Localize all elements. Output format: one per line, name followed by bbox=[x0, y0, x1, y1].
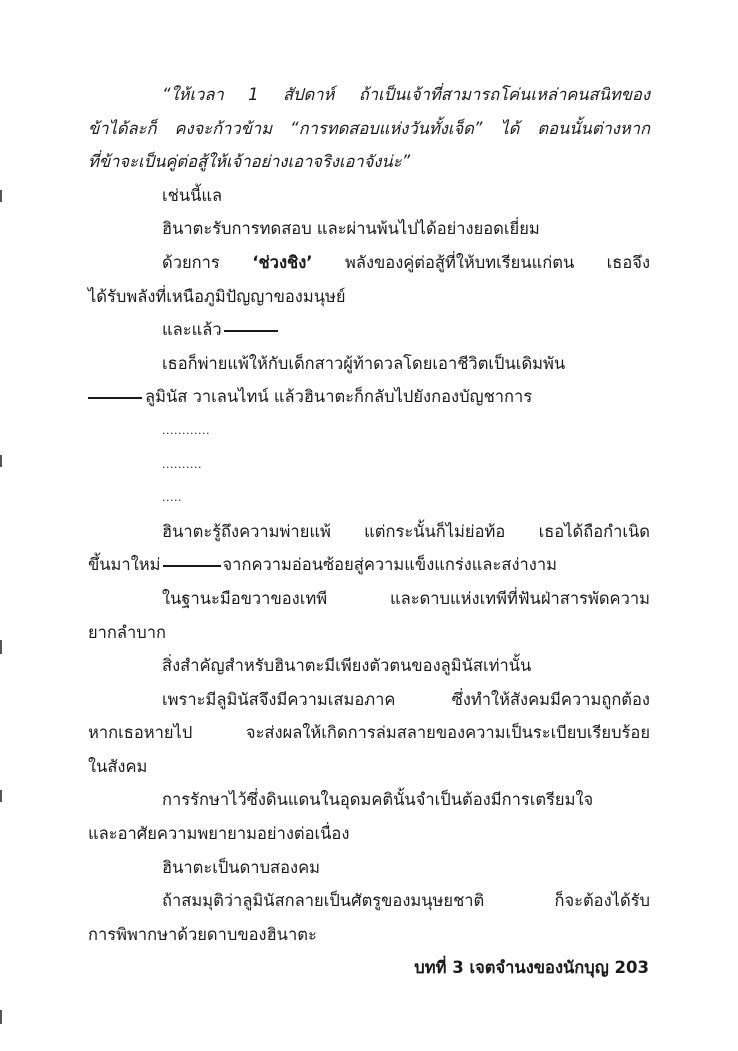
text-run: จากความอ่อนซ้อยสู่ความแข็งแกร่งและสง่างาม bbox=[222, 555, 557, 575]
ellipsis-line: ..... bbox=[162, 491, 182, 505]
em-dash-line bbox=[224, 330, 278, 332]
page-edge-mark bbox=[0, 455, 2, 467]
em-dash-line bbox=[163, 565, 221, 567]
paragraph-line: ฮินาตะเป็นดาบสองคม bbox=[162, 857, 320, 877]
body-text bbox=[88, 78, 650, 951]
text-run: พลังของคู่ต่อสู้ที่ให้บทเรียนแก่ตน เธอจึง bbox=[312, 252, 651, 272]
paragraph-line: ถ้าสมมุติว่าลูมินัสกลายเป็นศัตรูของมนุษยชาติ ก็จะต้องได้รับ bbox=[162, 891, 650, 911]
page-edge-mark bbox=[0, 790, 2, 802]
text-run: และแล้ว bbox=[162, 320, 222, 340]
paragraph-line: เธอก็พ่ายแพ้ให้กับเด็กสาวผู้ท้าดวลโดยเอาชีวิตเป็นเดิมพัน bbox=[162, 353, 566, 373]
ellipsis-line: ............ bbox=[162, 423, 210, 437]
paragraph-line: การรักษาไว้ซึ่งดินแดนในอุดมคตินั้นจำเป็นต้องมีการเตรียมใจ bbox=[162, 790, 594, 810]
paragraph-line: และอาศัยความพยายามอย่างต่อเนื่อง bbox=[88, 824, 350, 844]
paragraph-line bbox=[88, 380, 650, 414]
paragraph-line: เช่นนี้แล bbox=[162, 185, 223, 205]
em-dash-line bbox=[88, 397, 142, 399]
page-edge-mark bbox=[0, 190, 2, 202]
text-run: ลูมินัส วาเลนไทน์ แล้วฮินาตะก็กลับไปยังกองบัญชาการ bbox=[145, 387, 533, 407]
text-run: ด้วยการ bbox=[162, 252, 253, 272]
ellipsis-line: .......... bbox=[162, 457, 202, 471]
paragraph-line: สิ่งสำคัญสำหรับฮินาตะมีเพียงตัวตนของลูมินัสเท่านั้น bbox=[162, 656, 532, 676]
paragraph-line: ที่ข้าจะเป็นคู่ต่อสู้ให้เจ้าอย่างเอาจริงเอาจังน่ะ” bbox=[88, 152, 411, 172]
page-edge-mark bbox=[0, 640, 2, 654]
paragraph-line: ฮินาตะรู้ถึงความพ่ายแพ้ แต่กระนั้นก็ไม่ย่อท้อ เธอได้ถือกำเนิด bbox=[162, 521, 650, 541]
paragraph-line: การพิพากษาด้วยดาบของฮินาตะ bbox=[88, 924, 317, 944]
paragraph-line: ฮินาตะรับการทดสอบ และผ่านพ้นไปได้อย่างยอดเยี่ยม bbox=[162, 219, 540, 239]
paragraph-line bbox=[88, 246, 650, 280]
paragraph-line: ยากลำบาก bbox=[88, 622, 167, 642]
text-run: ขึ้นมาใหม่ bbox=[88, 555, 161, 575]
running-footer: บทที่ 3 เจตจำนงของนักบุญ 203 bbox=[414, 958, 649, 977]
paragraph-line: หากเธอหายไป จะส่งผลให้เกิดการล่มสลายของความเป็นระเบียบเรียบร้อย bbox=[88, 723, 650, 743]
emphasis-text: ‘ช่วงชิง’ bbox=[252, 252, 313, 272]
paragraph-line: ได้รับพลังที่เหนือภูมิปัญญาของมนุษย์ bbox=[88, 286, 346, 306]
paragraph-line: เพราะมีลูมินัสจึงมีความเสมอภาค ซึ่งทำให้สังคมมีความถูกต้อง bbox=[162, 689, 650, 709]
paragraph-line: ในฐานะมือขวาของเทพี และดาบแห่งเทพีที่ฟันฝ่าสารพัดความ bbox=[162, 588, 650, 608]
paragraph-line: ข้าได้ละก็ คงจะก้าวข้าม “การทดสอบแห่งวันทั้งเจ็ด” ได้ ตอนนั้นต่างหาก bbox=[88, 118, 650, 138]
paragraph-line bbox=[88, 548, 650, 582]
paragraph-line bbox=[88, 313, 650, 347]
paragraph-line: “ให้เวลา 1 สัปดาห์ ถ้าเป็นเจ้าที่สามารถโค่นเหล่าคนสนิทของ bbox=[162, 85, 650, 104]
paragraph-line: ในสังคม bbox=[88, 756, 148, 776]
page-edge-mark bbox=[0, 1010, 2, 1024]
